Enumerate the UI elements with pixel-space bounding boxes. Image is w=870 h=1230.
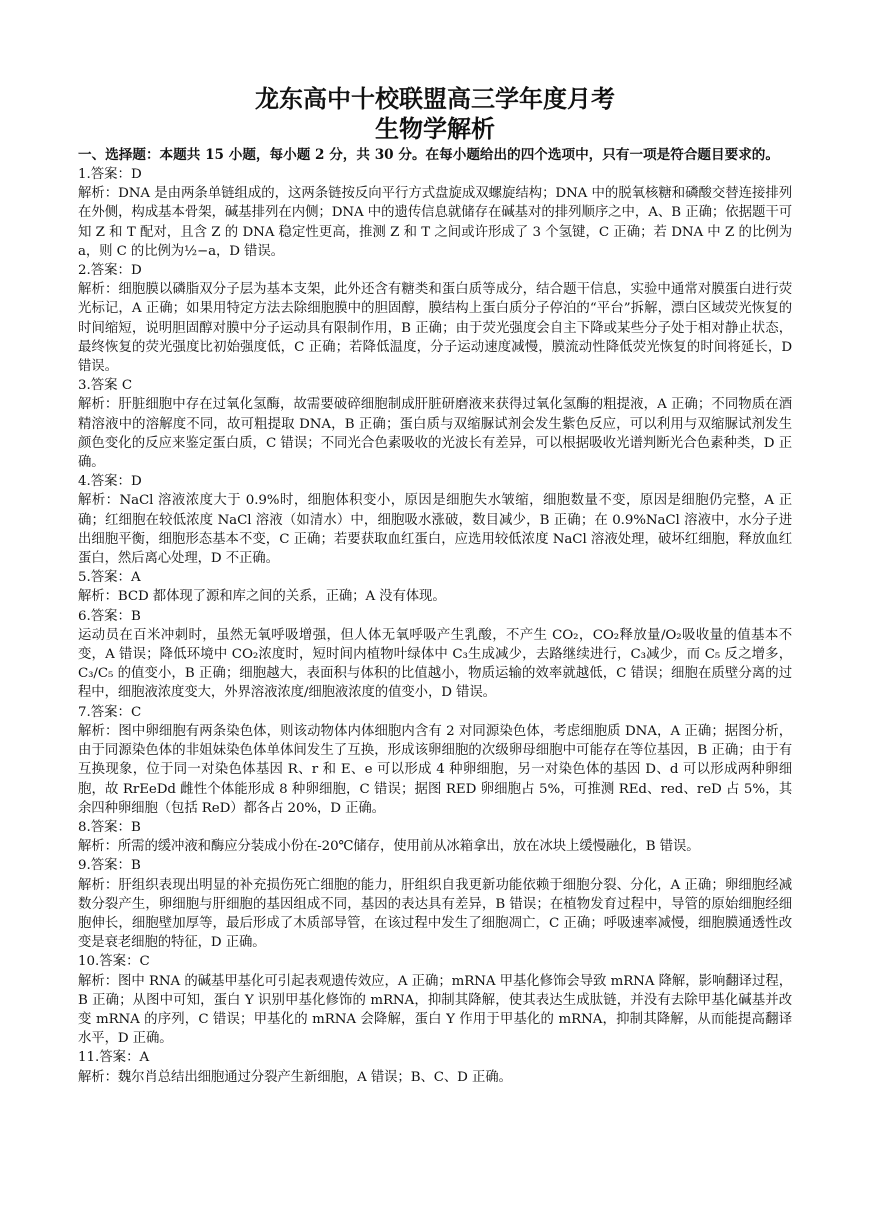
answer-6: 6.答案：B [78, 608, 141, 624]
exam-subtitle: 生物学解析 [375, 114, 495, 143]
exam-title: 龙东高中十校联盟高三学年度月考 [255, 84, 615, 113]
explanation-4: 解析：NaCl 溶液浓度大于 0.9%时，细胞体积变小，原因是细胞失水皱缩，细胞数量不变，原因是细胞仍完整，A 正确；红细胞在较低浓度 NaCl 溶液（如清水）中，细胞吸水涨破，数目减少，B 正确；在 0.9%NaCl 溶液中，水分子进出细胞平衡，细胞形态基本不变，C 正确；若要获取血红蛋白，应选用较低浓度 NaCl 溶液处理，破坏红细胞，释放血红蛋白，然后离心处理，D 不正确。 [78, 493, 792, 567]
explanation-11: 解析：魏尔肖总结出细胞通过分裂产生新细胞，A 错误；B、C、D 正确。 [78, 1069, 512, 1085]
explanation-7: 解析：图中卵细胞有两条染色体，则该动物体内体细胞内含有 2 对同源染色体，考虑细胞质 DNA，A 正确；据图分析，由于同源染色体的非姐妹染色体单体间发生了互换，形成该卵细胞的次级卵母细胞中可能存在等位基因，B 正确；由于有互换现象，位于同一对染色体基因 R、r 和 E、e 可以形成 4 种卵细胞，另一对染色体的基因 D、d 可以形成两种卵细胞，故 RrEeDd 雌性个体能形成 8 种卵细胞，C 错误；据图 RED 卵细胞占 5%，可推测 REd、red、reD 占 5%，其余四种卵细胞（包括 ReD）都各占 20%，D 正确。 [78, 723, 792, 816]
explanation-8: 解析：所需的缓冲液和酶应分装成小份在-20℃储存，使用前从冰箱拿出，放在冰块上缓慢融化，B 错误。 [78, 839, 700, 855]
explanation-3: 解析：肝脏细胞中存在过氧化氢酶，故需要破碎细胞制成肝脏研磨液来获得过氧化氢酶的粗提液，A 正确；不同物质在酒精溶液中的溶解度不同，故可粗提取 DNA，B 正确；蛋白质与双缩脲试剂会发生紫色反应，可以利用与双缩脲试剂发生颜色变化的反应来鉴定蛋白质，C 错误；不同光合色素吸收的光波长有差异，可以根据吸收光谱判断光合色素种类，D 正确。 [78, 397, 792, 471]
answer-3: 3.答案 C [78, 378, 133, 394]
answer-7: 7.答案：C [78, 704, 142, 720]
answer-10: 10.答案：C [78, 954, 150, 970]
answer-1: 1.答案：D [78, 167, 142, 182]
answer-4: 4.答案：D [78, 474, 142, 490]
section-heading: 一、选择题：本题共 15 小题，每小题 2 分，共 30 分。在每小题给出的四个选项中，只有一项是符合题目要求的。 [78, 147, 779, 163]
answer-2: 2.答案：D [78, 263, 142, 279]
answer-9: 9.答案：B [78, 858, 141, 874]
answer-11: 11.答案：A [78, 1050, 150, 1066]
answer-5: 5.答案：A [78, 570, 141, 586]
explanation-5: 解析：BCD 都体现了源和库之间的关系，正确；A 没有体现。 [78, 589, 446, 605]
document-page [78, 84, 792, 1087]
explanation-2: 解析：细胞膜以磷脂双分子层为基本支架，此外还含有糖类和蛋白质等成分，结合题干信息，实验中通常对膜蛋白进行荧光标记，A 正确；如果用特定方法去除细胞膜中的胆固醇，膜结构上蛋白质分子停泊的“平台”拆解，漂白区域荧光恢复的时间缩短，说明胆固醇对膜中分子运动具有限制作用，B 正确；由于荧光强度会自主下降或某些分子处于相对静止状态，最终恢复的荧光强度比初始强度低，C 正确；若降低温度，分子运动速度减慢，膜流动性降低荧光恢复的时间将延长，D 错误。 [78, 282, 792, 375]
explanation-6: 运动员在百米冲刺时，虽然无氧呼吸增强，但人体无氧呼吸产生乳酸，不产生 CO₂，CO₂释放量/O₂吸收量的值基本不变，A 错误；降低环境中 CO₂浓度时，短时间内植物叶绿体中 C₃生成减少，去路继续进行，C₃减少，而 C₅ 反之增多， C₃/C₅ 的值变小，B 正确；细胞越大，表面积与体积的比值越小，物质运输的效率就越低，C 错误；细胞在质壁分离的过程中，细胞液浓度变大，外界溶液浓度/细胞液浓度的值变小，D 错误。 [78, 627, 792, 701]
answer-8: 8.答案：B [78, 819, 141, 835]
explanation-9: 解析：肝组织表现出明显的补充损伤死亡细胞的能力，肝组织自我更新功能依赖于细胞分裂、分化，A 正确；卵细胞经减数分裂产生，卵细胞与肝细胞的基因组成不同，基因的表达具有差异，B 错误；在植物发育过程中，导管的原始细胞经细胞伸长，细胞壁加厚等，最后形成了木质部导管，在该过程中发生了细胞凋亡，C 正确；呼吸速率减慢，细胞膜通透性改变是衰老细胞的特征，D 正确。 [78, 877, 792, 951]
explanation-10: 解析：图中 RNA 的碱基甲基化可引起表观遗传效应，A 正确；mRNA 甲基化修饰会导致 mRNA 降解，影响翻译过程，B 正确；从图中可知，蛋白 Y 识别甲基化修饰的 mRNA，抑制其降解，使其表达生成肽链，并没有去除甲基化碱基并改变 mRNA 的序列，C 错误；甲基化的 mRNA 会降解，蛋白 Y 作用于甲基化的 mRNA，抑制其降解，从而能提高翻译水平，D 正确。 [78, 973, 792, 1047]
explanation-1: 解析：DNA 是由两条单链组成的，这两条链按反向平行方式盘旋成双螺旋结构；DNA 中的脱氧核糖和磷酸交替连接排列在外侧，构成基本骨架，碱基排列在内侧；DNA 中的遗传信息就储存在碱基对的排列顺序之中，A、B 正确；依据题干可知 Z 和 T 配对，且含 Z 的 DNA 稳定性更高，推测 Z 和 T 之间或许形成了 3 个氢键，C 正确；若 DNA 中 Z 的比例为 a，则 C 的比例为½−a，D 错误。 [78, 186, 792, 259]
